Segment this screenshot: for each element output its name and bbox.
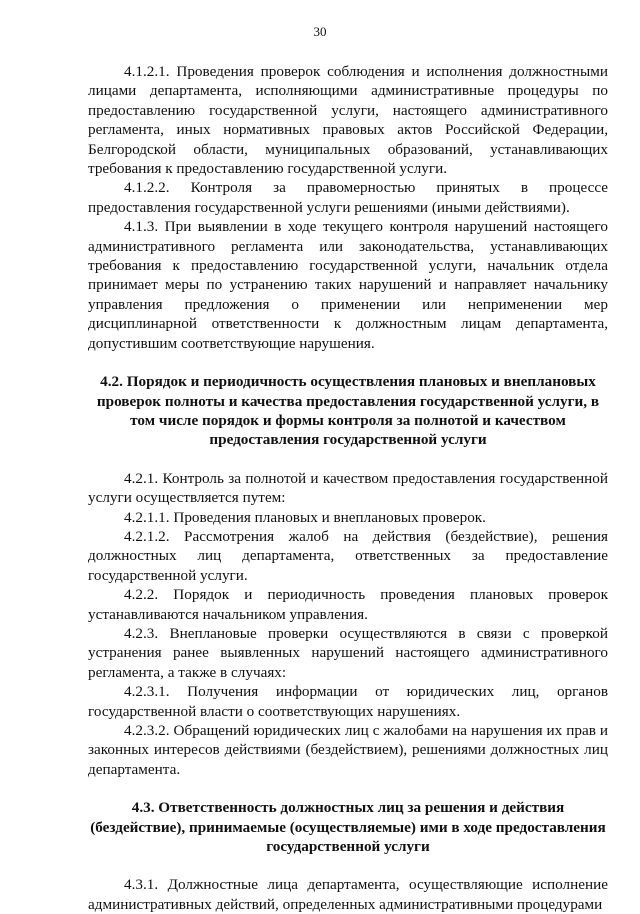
heading-4-2: 4.2. Порядок и периодичность осуществления плановых и внеплановых проверок полноты и качества предоставления государственной услуги, в том числе порядок и формы контроля за полнотой и качеством предоставления государственной услуги (96, 373, 600, 449)
para-4-2-2: 4.2.2. Порядок и периодичность проведения плановых проверок устанавливаются начальником управления. (88, 586, 608, 623)
para-4-3-1: 4.3.1. Должностные лица департамента, осуществляющие исполнение административных действий, определенных административными процедурами (88, 876, 608, 913)
para-4-1-2-2: 4.1.2.2. Контроля за правомерностью принятых в процессе предоставления государственной услуги решениями (иными действиями). (88, 179, 608, 216)
heading-4-3: 4.3. Ответственность должностных лиц за решения и действия (бездействие), принимаемые (осуществляемые) ими в ходе предоставления государственной услуги (90, 799, 606, 856)
page-number: 30 (313, 24, 327, 39)
para-4-2-3-2: 4.2.3.2. Обращений юридических лиц с жалобами на нарушения их прав и законных интересов действиями (бездействием), решениями должностных лиц департамента. (88, 722, 608, 778)
para-4-2-1-1: 4.2.1.1. Проведения плановых и внеплановых проверок. (124, 508, 486, 526)
para-4-2-1: 4.2.1. Контроль за полнотой и качеством предоставления государственной услуги осуществляется путем: (88, 469, 608, 507)
document-body (88, 62, 608, 914)
para-4-2-3: 4.2.3. Внеплановые проверки осуществляются в связи с проверкой устранения ранее выявленных нарушений настоящего административного регламента, а также в случаях: (88, 624, 608, 681)
para-4-2-3-1: 4.2.3.1. Получения информации от юридических лиц, органов государственной власти о соответствующих нарушениях. (88, 683, 608, 720)
para-4-2-1-2: 4.2.1.2. Рассмотрения жалоб на действия (бездействие), решения должностных лиц департамента, ответственных за предоставление государственной услуги. (88, 527, 608, 584)
para-4-1-3: 4.1.3. При выявлении в ходе текущего контроля нарушений настоящего административного регламента или законодательства, устанавливающих требования к предоставлению государственной услуги, начальник отдела принимает меры по устранению таких нарушений и направляет начальнику управления предложения о применении или неприменении мер дисциплинарной ответственности к должностным лицам департамента, допустившим соответствующие нарушения. (88, 218, 608, 352)
para-4-1-2-1: 4.1.2.1. Проведения проверок соблюдения и исполнения должностными лицами департамента, исполняющими административные процедуры по предоставлению государственной услуги, настоящего административного регламента, иных нормативных правовых актов Российской Федерации, Белгородской области, муниципальных образований, устанавливающих требования к предоставлению государственной услуги. (88, 63, 608, 178)
